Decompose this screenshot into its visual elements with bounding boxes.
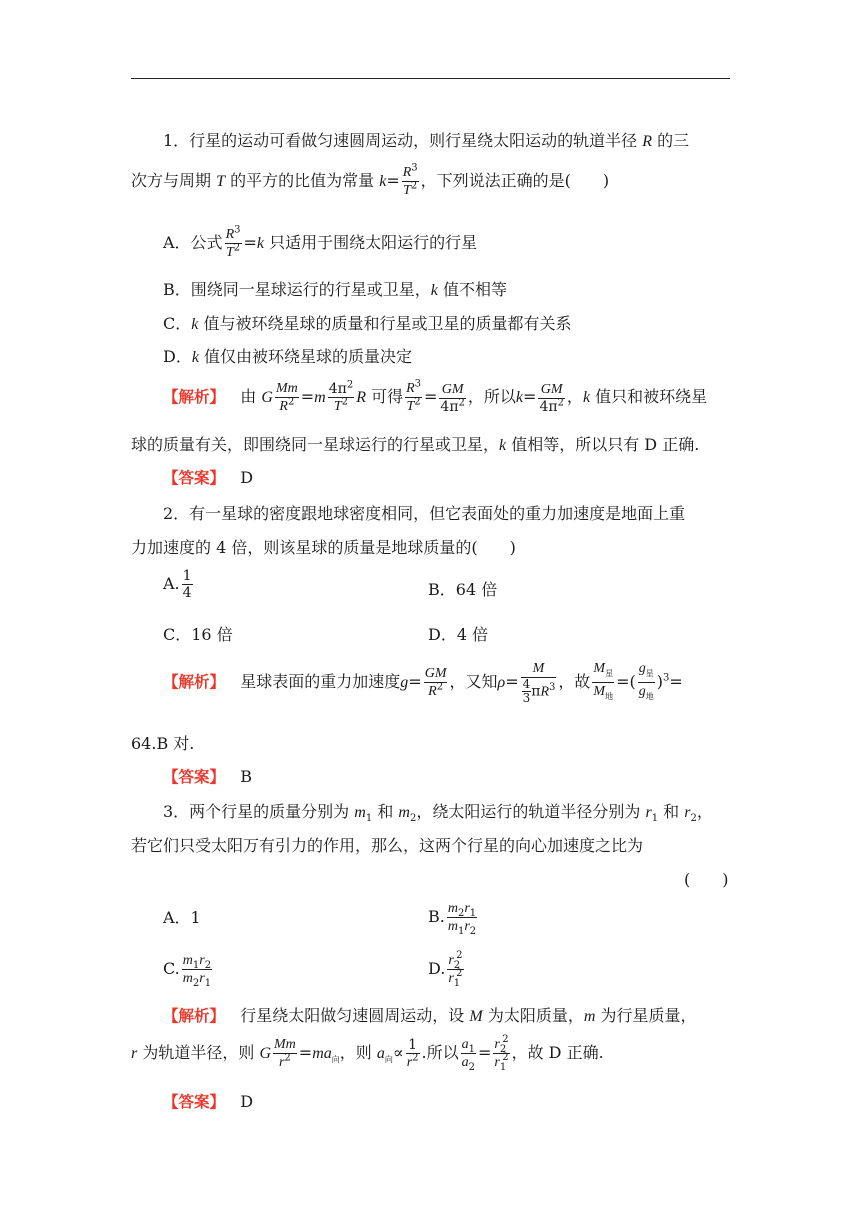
q1-analysis-line1: 【解析】 由 G $\frac{Mm}{R^2}$ =m $\frac{4\pi^2}{T^2}$ R 可得 $\frac{R^3}{T^2}$ = $\frac{GM}{4\pi^2}$ ，所以k= $\frac{GM}{4\pi^2}$ ，k 值只和被环绕星 — [163, 378, 708, 415]
q1-option-d: D．k 值仅由被环绕星球的质量决定 — [163, 347, 413, 366]
q1-stem-line1: 1．行星的运动可看做匀速圆周运动，则行星绕太阳运动的轨道半径 R 的三 — [163, 131, 690, 150]
q3-option-d: D. $\frac{r_2^2}{r_1^2}$ — [428, 950, 463, 989]
q3-stem-line2: 若它们只受太阳万有引力的作用，那么，这两个行星的向心加速度之比为 — [131, 836, 644, 855]
header-rule — [131, 78, 730, 79]
q2-stem-line2: 力加速度的 4 倍，则该星球的质量是地球质量的( ) — [131, 538, 516, 557]
q2-option-a: A. $\frac{1}{4}$ — [163, 568, 192, 601]
q1-answer: 【答案】 D — [163, 468, 254, 487]
q1-option-a: A．公式 $\frac{R^3}{T^2}$ =k 只适用于围绕太阳运行的行星 — [163, 224, 478, 260]
q3-analysis-line1: 【解析】 行星绕太阳做匀速圆周运动，设 M 为太阳质量，m 为行星质量， — [163, 1006, 697, 1025]
q2-analysis-line1: 【解析】 星球表面的重力加速度g= $\frac{GM}{R^2}$ ，又知ρ= M $\frac{4}{3}$ $\pi R^3$ ，故 $\frac{M_星}{M_地}$ =( $\frac{g_星}{g_地}$ )$^3$= — [163, 661, 683, 705]
q2-analysis-line2: 64.B 对. — [131, 734, 195, 753]
q3-answer: 【答案】 D — [163, 1092, 254, 1111]
q1-stem-line2: 次方与周期 T 的平方的比值为常量 k= $\frac{R^3}{T^2}$ ，下列说法正确的是( ) — [131, 162, 610, 198]
analysis-label: 【解析】 — [163, 1007, 226, 1025]
answer-label: 【答案】 — [163, 1093, 226, 1111]
q2-option-d: D．4 倍 — [428, 625, 489, 644]
analysis-label: 【解析】 — [163, 388, 226, 406]
q3-stem-paren: ( ) — [684, 870, 729, 889]
q2-option-b: B．64 倍 — [428, 580, 498, 599]
q2-answer: 【答案】 B — [163, 767, 253, 786]
q2-option-c: C．16 倍 — [163, 625, 233, 644]
q3-analysis-line2: r 为轨道半径，则 G $\frac{Mm}{r^2}$ $=ma_向$，则 $a_向\propto$ $\frac{1}{r^2}$ .所以 $\frac{a_1}{a_2}$ = $\frac{r_2^2}{r_1^2}$ ，故 D 正确. — [131, 1034, 604, 1073]
q3-stem-line1: 3．两个行星的质量分别为 $m_1$ 和 $m_2$，绕太阳运行的轨道半径分别为 $r_1$ 和 $r_2$， — [163, 802, 713, 825]
q1-option-b: B．围绕同一星球运行的行星或卫星，k 值不相等 — [163, 280, 507, 299]
q1-analysis-line2: 球的质量有关，即围绕同一星球运行的行星或卫星，k 值相等，所以只有 D 正确. — [131, 435, 700, 454]
analysis-label: 【解析】 — [163, 673, 226, 691]
q1-option-c: C．k 值与被环绕星球的质量和行星或卫星的质量都有关系 — [163, 314, 572, 333]
answer-label: 【答案】 — [163, 469, 226, 487]
q2-stem-line1: 2．有一星球的密度跟地球密度相同，但它表面处的重力加速度是地面上重 — [163, 504, 686, 523]
q3-option-a: A．1 — [163, 908, 201, 927]
answer-label: 【答案】 — [163, 768, 226, 786]
q3-option-c: C. $\frac{m_1r_2}{m_2r_1}$ — [163, 953, 212, 989]
q3-option-b: B. $\frac{m_2r_1}{m_1r_2}$ — [428, 901, 477, 937]
